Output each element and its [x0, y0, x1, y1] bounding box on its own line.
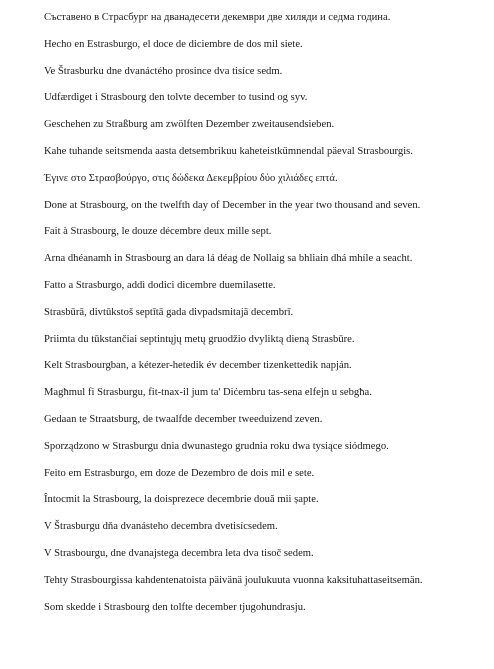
- line-mt: Magħmul fi Strasburgu, fit-tnax-il jum ta' Diċembru tas-sena elfejn u sebgħa.: [44, 387, 372, 399]
- line-es: Hecho en Estrasburgo, el doce de diciembre de dos mil siete.: [44, 38, 303, 50]
- line-el: Έγινε στο Στρασβούργο, στις δώδεκα Δεκεμβρίου δύο χιλιάδες επτά.: [44, 172, 338, 184]
- line-lv: Strasbūrā, divtūkstoš septītā gada divpadsmitajā decembrī.: [44, 306, 294, 318]
- line-bg: Съставено в Страсбург на дванадесети декември две хиляди и седма година.: [44, 12, 391, 23]
- line-ro: Întocmit la Strasbourg, la doisprezece decembrie două mii șapte.: [44, 494, 319, 506]
- line-sl: V Strasbourgu, dne dvanajstega decembra leta dva tisoč sedem.: [44, 547, 314, 559]
- line-pt: Feito em Estrasburgo, em doze de Dezembro de dois mil e sete.: [44, 467, 315, 479]
- line-fr: Fait à Strasbourg, le douze décembre deux mille sept.: [44, 226, 272, 238]
- line-sv: Som skedde i Strasbourg den tolfte december tjugohundrasju.: [44, 601, 306, 613]
- line-et: Kahe tuhande seitsmenda aasta detsembrikuu kaheteistkümnendal päeval Strasbourgis.: [44, 145, 413, 157]
- line-ga: Arna dhéanamh in Strasbourg an dara lá déag de Nollaig sa bhliain dhá mhíle a seacht.: [44, 253, 413, 265]
- line-pl: Sporządzono w Strasburgu dnia dwunastego grudnia roku dwa tysiące siódmego.: [44, 440, 389, 452]
- line-nl: Gedaan te Straatsburg, de twaalfde december tweeduizend zeven.: [44, 413, 323, 425]
- line-cs: Ve Štrasburku dne dvanáctého prosince dva tisíce sedm.: [44, 65, 283, 77]
- line-sk: V Štrasburgu dňa dvanásteho decembra dvetisícsedem.: [44, 521, 278, 533]
- line-de: Geschehen zu Straßburg am zwölften Dezember zweitausendsieben.: [44, 119, 335, 131]
- line-it: Fatto a Strasburgo, addì dodici dicembre duemilasette.: [44, 279, 276, 291]
- line-fi: Tehty Strasbourgissa kahdentenatoista päivänä joulukuuta vuonna kaksituhattaseitsemän.: [44, 574, 423, 586]
- line-da: Udfærdiget i Strasbourg den tolvte december to tusind og syv.: [44, 92, 308, 104]
- line-hu: Kelt Strasbourgban, a kétezer-hetedik év december tizenkettedik napján.: [44, 360, 352, 372]
- line-en: Done at Strasbourg, on the twelfth day of December in the year two thousand and seven.: [44, 199, 421, 211]
- signature-formula-list: [44, 5, 484, 621]
- line-lt: Priimta du tūkstančiai septintųjų metų gruodžio dvyliktą dieną Strasbūre.: [44, 333, 355, 345]
